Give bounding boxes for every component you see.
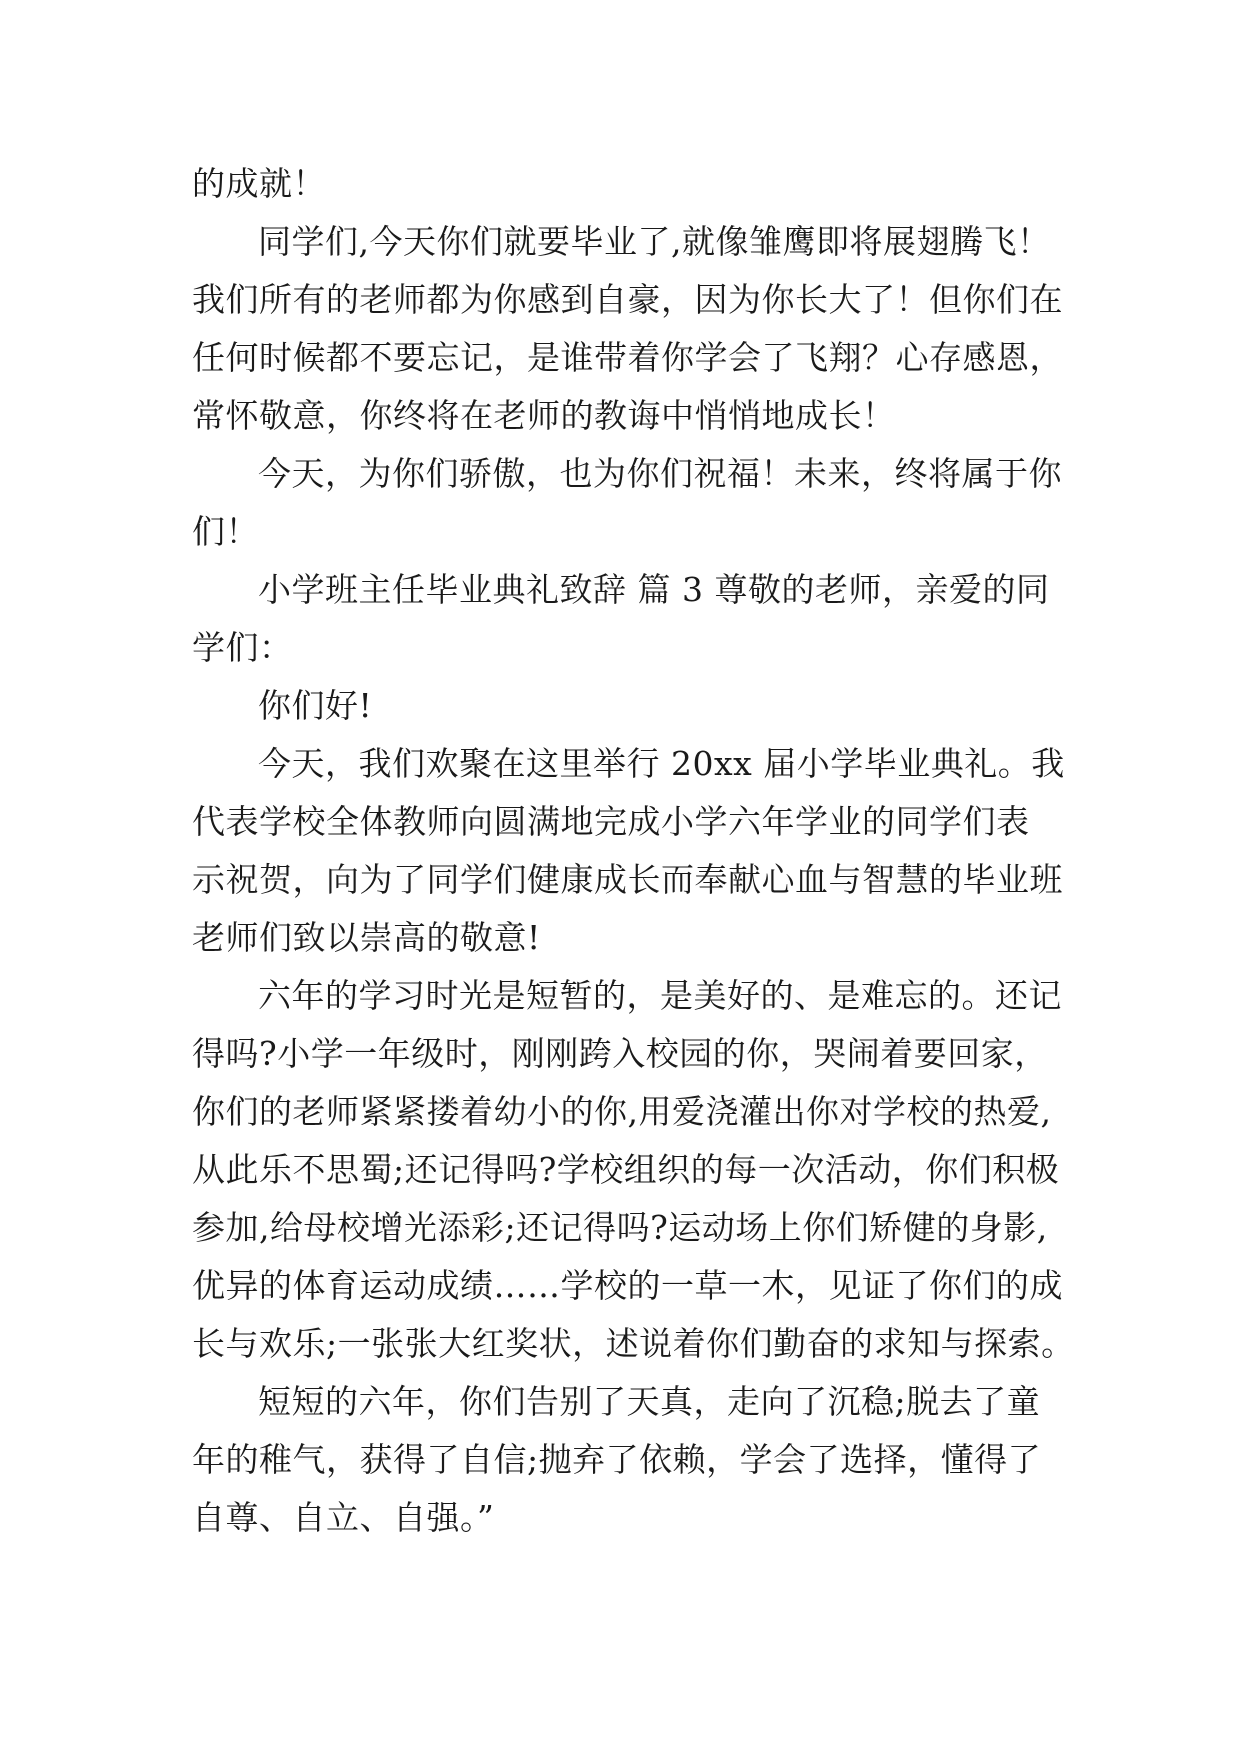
text-line: 从此乐不思蜀;还记得吗?学校组织的每一次活动，你们积极 <box>192 1150 1060 1189</box>
text-line: 今天，为你们骄傲，也为你们祝福！未来，终将属于你 <box>258 454 1062 493</box>
text-line: 小学班主任毕业典礼致辞 篇 3 尊敬的老师，亲爱的同 <box>258 570 1050 609</box>
text-line: 今天，我们欢聚在这里举行 20xx 届小学毕业典礼。我 <box>258 744 1065 783</box>
text-line: 你们好! <box>258 686 373 725</box>
text-line: 示祝贺，向为了同学们健康成长而奉献心血与智慧的毕业班 <box>192 860 1063 899</box>
text-line: 同学们,今天你们就要毕业了,就像雏鹰即将展翅腾飞！ <box>258 222 1051 261</box>
text-line: 六年的学习时光是短暂的，是美好的、是难忘的。还记 <box>258 976 1062 1015</box>
text-line: 自尊、自立、自强。” <box>192 1498 495 1537</box>
text-line: 老师们致以崇高的敬意! <box>192 918 541 957</box>
text-line: 你们的老师紧紧搂着幼小的你,用爱浇灌出你对学校的热爱, <box>192 1092 1052 1131</box>
text-line: 年的稚气，获得了自信;抛弃了依赖，学会了选择，懂得了 <box>192 1440 1042 1479</box>
text-line: 短短的六年，你们告别了天真，走向了沉稳;脱去了童 <box>258 1382 1041 1421</box>
text-line: 常怀敬意，你终将在老师的教诲中悄悄地成长！ <box>192 396 896 435</box>
text-line: 参加,给母校增光添彩;还记得吗?运动场上你们矫健的身影, <box>192 1208 1048 1247</box>
text-line: 们！ <box>192 512 259 551</box>
body-text <box>192 155 1075 1547</box>
text-line: 的成就！ <box>192 164 326 203</box>
text-line: 代表学校全体教师向圆满地完成小学六年学业的同学们表 <box>192 802 1030 841</box>
text-line: 优异的体育运动成绩……学校的一草一木，见证了你们的成 <box>192 1266 1063 1305</box>
text-line: 得吗?小学一年级时，刚刚跨入校园的你，哭闹着要回家， <box>192 1034 1048 1073</box>
text-line: 学们： <box>192 628 293 667</box>
text-line: 任何时候都不要忘记，是谁带着你学会了飞翔？心存感恩， <box>192 338 1063 377</box>
text-line: 长与欢乐;一张张大红奖状，述说着你们勤奋的求知与探索。 <box>192 1324 1075 1363</box>
text-line: 我们所有的老师都为你感到自豪，因为你长大了！但你们在 <box>192 280 1063 319</box>
